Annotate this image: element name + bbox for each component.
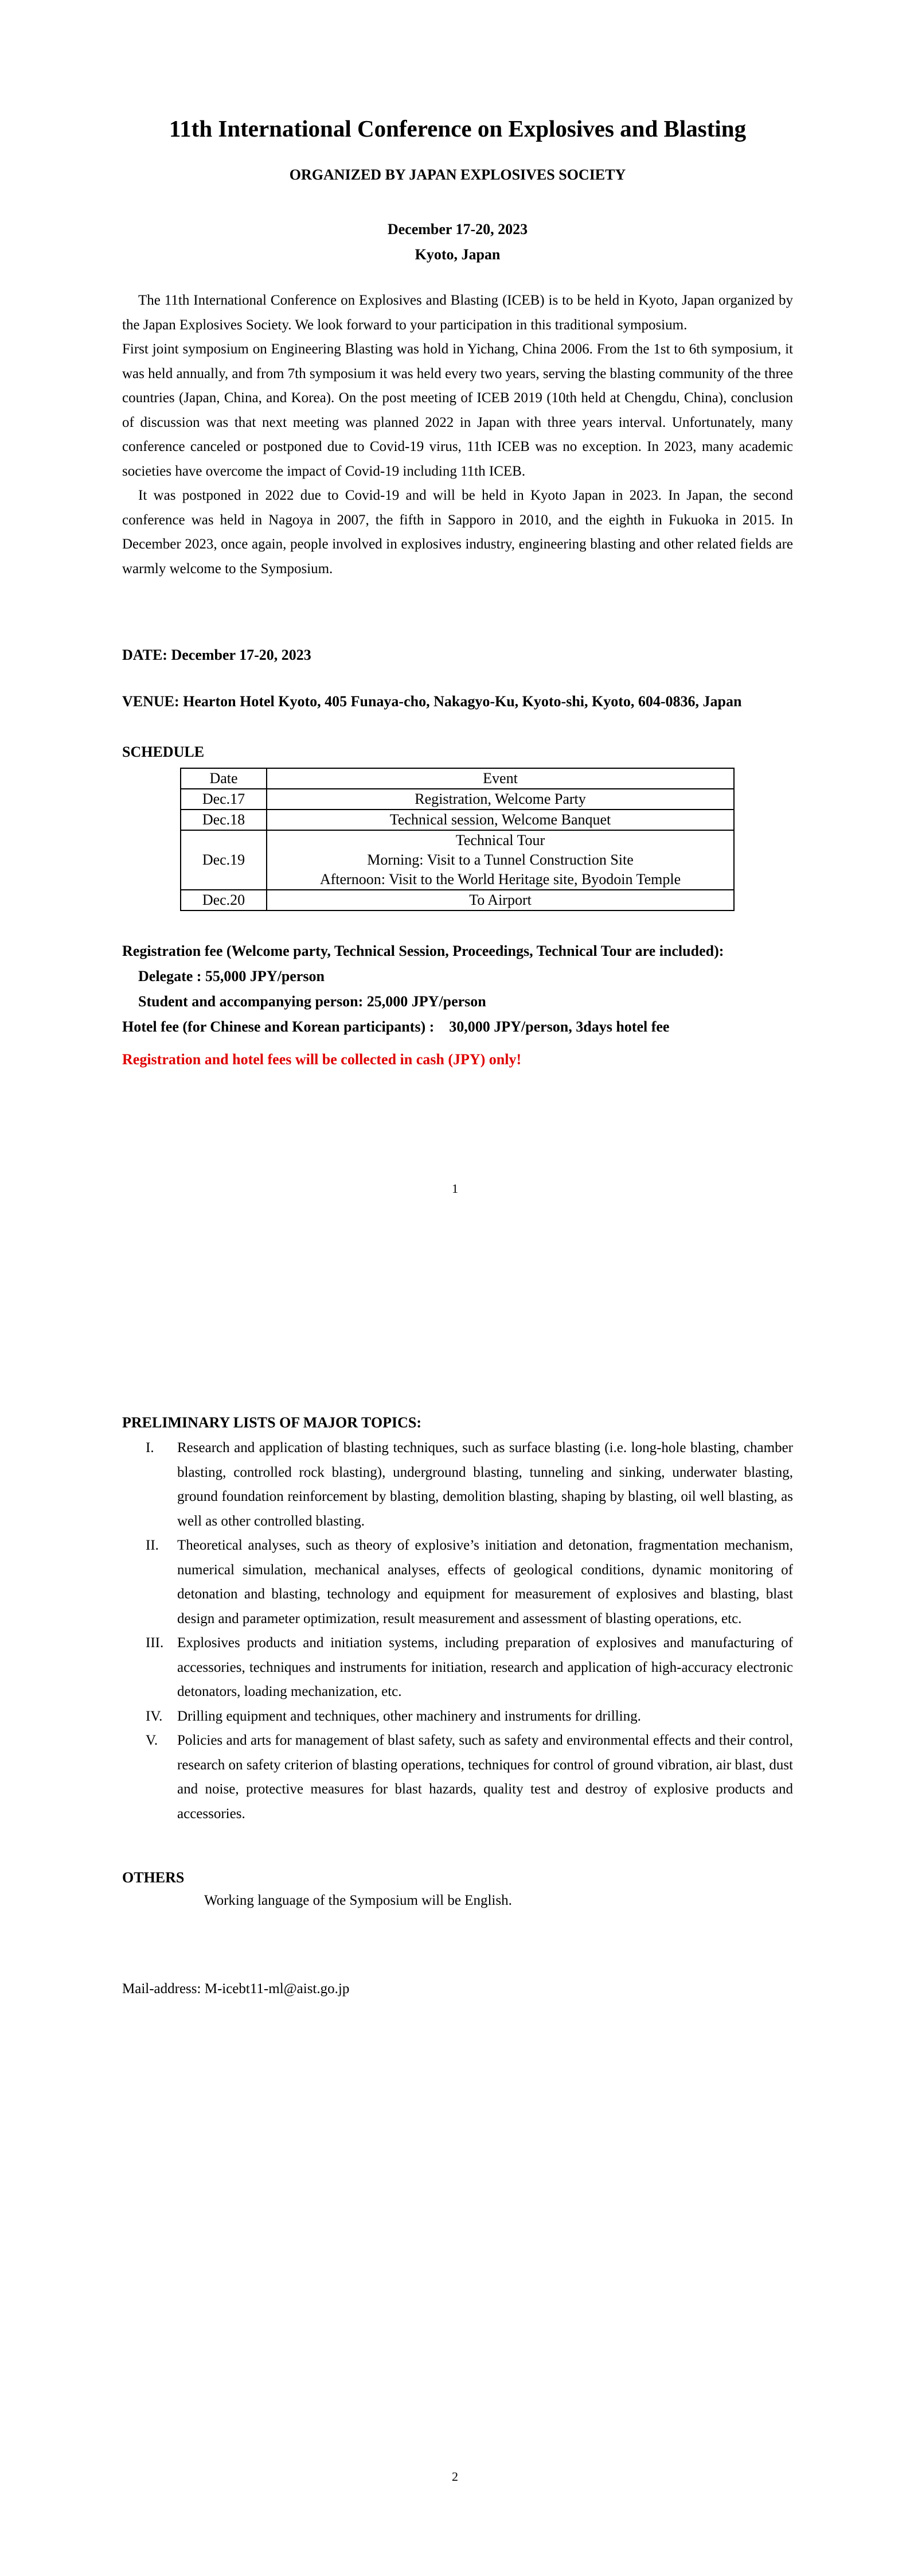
page-number: 2	[452, 2469, 458, 2484]
topic-number: V.	[146, 1733, 158, 1748]
student-fee: Student and accompanying person: 25,000 JPY/person	[138, 993, 486, 1010]
list-item	[122, 1705, 793, 1729]
organizer-line: ORGANIZED BY JAPAN EXPLOSIVES SOCIETY	[289, 166, 626, 183]
topic-number: II.	[146, 1538, 159, 1553]
schedule-row	[181, 789, 734, 810]
topics-heading: PRELIMINARY LISTS OF MAJOR TOPICS:	[122, 1414, 422, 1431]
intro-paragraph-2: First joint symposium on Engineering Blasting was hold in Yichang, China 2006. From the 1st to 6th symposium, it was held annually, and from 7th symposium it was held every two years, serving the blasting community of the three countries (Japan, China, and Korea). On the post meeting of ICEB 2019 (10th held at Chengdu, China), conclusion of discussion was that next meeting was planned 2022 in Japan with three years interval. Unfortunately, many conference canceled or postponed due to Covid-19 virus, 11th ICEB was no exception. In 2023, many academic societies have overcome the impact of Covid-19 including 11th ICEB.	[122, 341, 793, 479]
delegate-fee: Delegate : 55,000 JPY/person	[138, 968, 325, 985]
intro-paragraph-1: The 11th International Conference on Explosives and Blasting (ICEB) is to be held in Kyoto, Japan organized by the Japan Explosives Society. We look forward to your participation in this traditional symposium.	[122, 293, 793, 333]
topic-text: Drilling equipment and techniques, other machinery and instruments for drilling.	[177, 1708, 641, 1724]
topic-number: I.	[146, 1440, 154, 1456]
topic-text: Explosives products and initiation systems, including preparation of explosives and manufacturing of accessories, techniques and instruments for initiation, research and application of high-accuracy electronic detonators, loading mechanization, etc.	[177, 1635, 793, 1699]
others-text: Working language of the Symposium will be English.	[204, 1893, 512, 1908]
intro-text	[122, 289, 793, 581]
cash-warning: Registration and hotel fees will be collected in cash (JPY) only!	[122, 1051, 522, 1068]
document-title: 11th International Conference on Explosives and Blasting	[169, 115, 747, 142]
page-number: 1	[452, 1181, 458, 1196]
schedule-event: Registration, Welcome Party	[267, 789, 734, 810]
schedule-date: Dec.20	[181, 890, 267, 910]
schedule-event: Technical Tour	[455, 832, 545, 849]
page-2	[0, 1288, 910, 2576]
event-dates: December 17-20, 2023	[387, 221, 528, 238]
schedule-row	[181, 810, 734, 830]
list-item	[122, 1534, 793, 1631]
mail-address: Mail-address: M-icebt11-ml@aist.go.jp	[122, 1981, 350, 1997]
topic-number: IV.	[146, 1708, 163, 1724]
schedule-event: To Airport	[267, 890, 734, 910]
schedule-date: Dec.19	[181, 830, 267, 890]
topic-text: Research and application of blasting techniques, such as surface blasting (i.e. long-hole blasting, chamber blasting, controlled rock blasting), underground blasting, tunneling and sinking, underwater blasting, ground foundation reinforcement by blasting, demolition blasting, shaping by blasting, oil well blasting, as well as other controlled blasting.	[177, 1440, 793, 1529]
list-item	[122, 1729, 793, 1826]
schedule-date: Dec.17	[181, 789, 267, 810]
venue-line: VENUE: Hearton Hotel Kyoto, 405 Funaya-cho, Nakagyo-Ku, Kyoto-shi, Kyoto, 604-0836, Japan	[122, 693, 742, 710]
schedule-table	[180, 768, 735, 911]
schedule-row	[181, 890, 734, 910]
schedule-date: Dec.18	[181, 810, 267, 830]
schedule-heading: SCHEDULE	[122, 744, 205, 760]
hotel-fee: Hotel fee (for Chinese and Korean participants) : 30,000 JPY/person, 3days hotel fee	[122, 1018, 670, 1035]
schedule-event: Technical session, Welcome Banquet	[267, 810, 734, 830]
schedule-event-multiline	[267, 830, 734, 890]
topic-number: III.	[146, 1635, 164, 1651]
list-item	[122, 1631, 793, 1705]
schedule-event: Afternoon: Visit to the World Heritage site, Byodoin Temple	[319, 871, 681, 888]
event-dates-block	[122, 217, 793, 267]
schedule-row	[181, 830, 734, 890]
intro-paragraph-3: It was postponed in 2022 due to Covid-19 and will be held in Kyoto Japan in 2023. In Japan, the second conference was held in Nagoya in 2007, the fifth in Sapporo in 2010, and the eighth in Fukuoka in 2015. In December 2023, once again, people involved in explosives industry, engineering blasting and other related fields are warmly welcome to the Symposium.	[122, 488, 793, 577]
schedule-header-date: Date	[181, 768, 267, 789]
registration-fee-line: Registration fee (Welcome party, Technical Session, Proceedings, Technical Tour are included):	[122, 943, 724, 959]
topic-text: Theoretical analyses, such as theory of explosive’s initiation and detonation, fragmentation mechanism, numerical simulation, mechanical analyses, effects of geological conditions, dynamic monitoring of detonation and blasting, technology and equipment for measurement of explosives and blasting, blast design and parameter optimization, result measurement and assessment of blasting operations, etc.	[177, 1538, 793, 1626]
schedule-header-event: Event	[267, 768, 734, 789]
schedule-header-row	[181, 768, 734, 789]
others-heading: OTHERS	[122, 1869, 185, 1886]
topics-list	[122, 1436, 793, 1826]
event-location: Kyoto, Japan	[415, 246, 501, 263]
fees-block	[122, 939, 793, 1040]
date-line: DATE: December 17-20, 2023	[122, 647, 311, 663]
list-item	[122, 1436, 793, 1534]
topic-text: Policies and arts for management of blast safety, such as safety and environmental effects and their control, research on safety criterion of blasting operations, techniques for control of ground vibration, air blast, dust and noise, protective measures for blast hazards, quality test and destroy of explosive products and accessories.	[177, 1733, 793, 1822]
schedule-event: Morning: Visit to a Tunnel Construction Site	[367, 851, 634, 868]
